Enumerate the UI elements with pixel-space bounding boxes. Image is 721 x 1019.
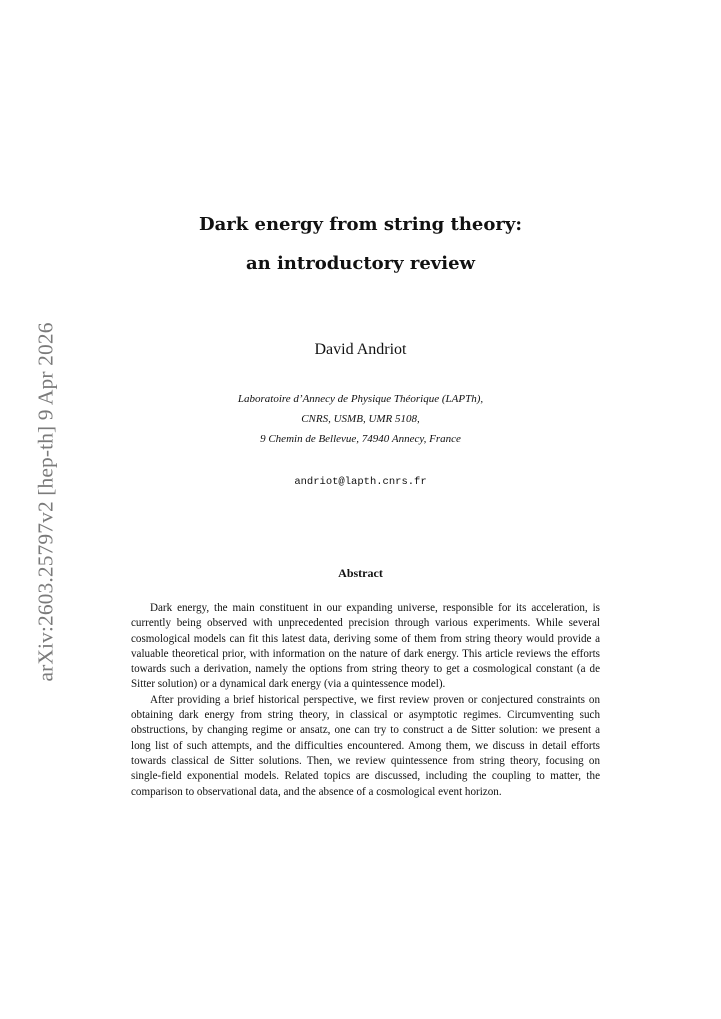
paper-title-line-2: an introductory review (245, 253, 476, 274)
arxiv-identifier-stamp: arXiv:2603.25797v2 [hep-th] 9 Apr 2026 (33, 322, 58, 682)
abstract-heading: Abstract (338, 566, 383, 580)
abstract-paragraph-2: After providing a brief historical perspective, we first review proven or conjectured constraints on obtaining dark energy from string theory, in classical or asymptotic regimes. Circumventing such obstructions, by changing regime or ansatz, one can try to construct a de Sitter solution: we present a long list of such attempts, and the difficulties encountered. Among them, we discuss in detail efforts towards classical de Sitter solutions. Then, we review quintessence from string theory, focusing on single-field exponential models. Related topics are discussed, including the coupling to matter, the comparison to observational data, and the absence of a cosmological event horizon. (131, 693, 600, 798)
author-email: andriot@lapth.cnrs.fr (294, 476, 427, 488)
affiliation-line-2: CNRS, USMB, UMR 5108, (301, 413, 420, 425)
author-name: David Andriot (314, 341, 407, 358)
affiliation-line-1: Laboratoire d’Annecy de Physique Théorique (LAPTh), (237, 393, 484, 405)
abstract-body (131, 601, 600, 800)
abstract-paragraph-1: Dark energy, the main constituent in our expanding universe, responsible for its acceleration, is currently being observed with unprecedented precision through various experiments. While several cosmological models can fit this latest data, deriving some of them from string theory would provide a valuable theoretical prior, with information on the nature of dark energy. This article reviews the efforts towards such a derivation, namely the options from string theory to get a cosmological constant (a de Sitter solution) or a dynamical dark energy (via a quintessence model). (131, 602, 600, 691)
paper-title-line-1: Dark energy from string theory: (199, 214, 522, 235)
affiliation-line-3: 9 Chemin de Bellevue, 74940 Annecy, France (260, 433, 461, 445)
affiliation (0, 389, 721, 449)
